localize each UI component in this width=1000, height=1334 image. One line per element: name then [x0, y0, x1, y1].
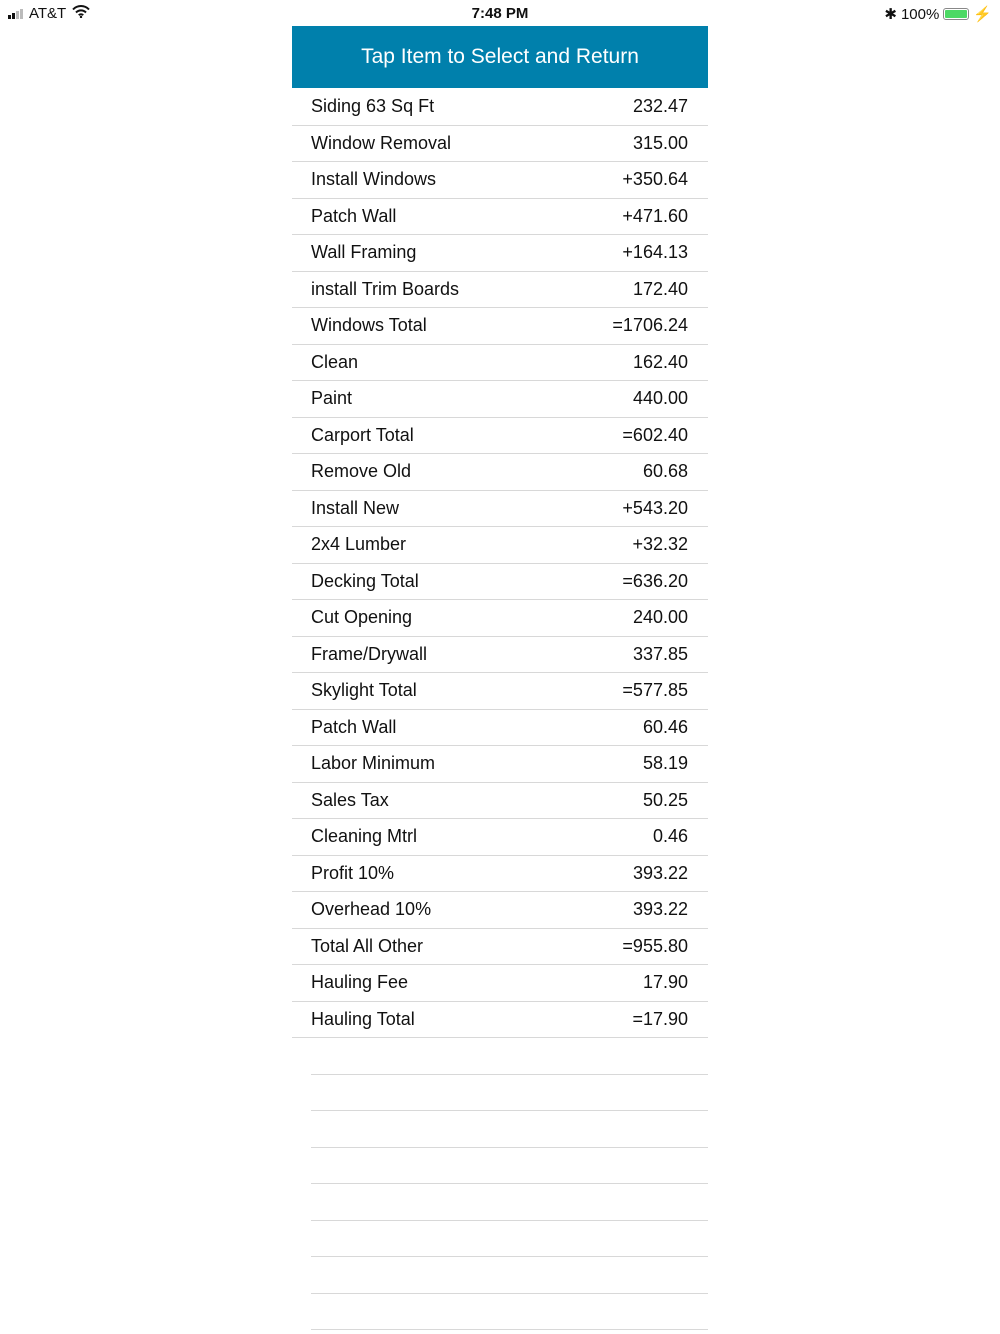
item-value: =955.80 [622, 935, 688, 956]
item-value: 50.25 [642, 789, 688, 810]
item-value: 393.22 [632, 899, 688, 920]
list-item[interactable] [292, 235, 708, 272]
empty-row [311, 1257, 708, 1294]
battery-icon [943, 8, 969, 20]
item-value: 240.00 [632, 607, 688, 628]
item-value: 232.47 [632, 96, 688, 117]
list-item[interactable] [292, 637, 708, 674]
item-value: 172.40 [632, 278, 688, 299]
item-value: +543.20 [622, 497, 688, 518]
item-label: Carport Total [311, 424, 414, 445]
item-label: Sales Tax [311, 789, 389, 810]
item-value: =602.40 [622, 424, 688, 445]
empty-row [311, 1111, 708, 1148]
item-label: Skylight Total [311, 680, 417, 701]
item-value: +164.13 [622, 242, 688, 263]
list-item[interactable] [292, 1002, 708, 1039]
item-label: Overhead 10% [311, 899, 432, 920]
item-label: Windows Total [311, 315, 427, 336]
item-label: Cut Opening [311, 607, 413, 628]
item-value: 393.22 [632, 862, 688, 883]
item-value: 17.90 [642, 972, 688, 993]
carrier: AT&T [29, 5, 67, 22]
item-value: =636.20 [622, 570, 688, 591]
list-item[interactable] [292, 418, 708, 455]
item-label: Siding 63 Sq Ft [311, 96, 435, 117]
item-label: install Trim Boards [311, 278, 460, 299]
item-label: Install Windows [311, 169, 437, 190]
list-item[interactable] [292, 564, 708, 601]
item-value: +32.32 [632, 534, 688, 555]
list-item[interactable] [292, 892, 708, 929]
page-title: Tap Item to Select and Return [292, 26, 708, 88]
item-label: Patch Wall [311, 716, 397, 737]
list-item[interactable] [292, 381, 708, 418]
list-item[interactable] [292, 308, 708, 345]
item-value: 162.40 [632, 351, 688, 372]
list-item[interactable] [292, 783, 708, 820]
item-label: Frame/Drywall [311, 643, 428, 664]
list-item[interactable] [292, 199, 708, 236]
item-label: Hauling Fee [311, 972, 409, 993]
list-item[interactable] [292, 710, 708, 747]
list-item[interactable] [292, 454, 708, 491]
charging-icon: ⚡ [973, 6, 992, 23]
bluetooth-icon: ✱ [884, 6, 897, 23]
list-item[interactable] [292, 491, 708, 528]
item-label: 2x4 Lumber [311, 534, 407, 555]
item-label: Cleaning Mtrl [311, 826, 418, 847]
empty-row [311, 1148, 708, 1185]
item-value: 315.00 [632, 132, 688, 153]
list-item[interactable] [292, 345, 708, 382]
list-item[interactable] [292, 600, 708, 637]
item-value: 0.46 [652, 826, 688, 847]
clock: 7:48 PM [471, 5, 529, 22]
item-label: Remove Old [311, 461, 412, 482]
item-label: Wall Framing [311, 242, 417, 263]
item-label: Window Removal [311, 132, 452, 153]
list-item[interactable] [292, 746, 708, 783]
list-item[interactable] [292, 929, 708, 966]
item-list [292, 89, 708, 1330]
item-value: 60.68 [642, 461, 688, 482]
item-label: Total All Other [311, 935, 424, 956]
item-label: Patch Wall [311, 205, 397, 226]
list-item[interactable] [292, 527, 708, 564]
list-item[interactable] [292, 965, 708, 1002]
item-label: Hauling Total [311, 1008, 415, 1029]
item-value: +471.60 [622, 205, 688, 226]
item-value: 337.85 [632, 643, 688, 664]
list-item[interactable] [292, 272, 708, 309]
empty-row [311, 1221, 708, 1258]
item-value: 60.46 [642, 716, 688, 737]
list-item[interactable] [292, 819, 708, 856]
item-value: =17.90 [632, 1008, 688, 1029]
item-value: 58.19 [642, 753, 688, 774]
item-label: Profit 10% [311, 862, 395, 883]
item-value: =1706.24 [612, 315, 688, 336]
status-bar [0, 0, 1000, 26]
item-label: Decking Total [311, 570, 419, 591]
item-label: Install New [311, 497, 400, 518]
list-item[interactable] [292, 89, 708, 126]
item-value: 440.00 [632, 388, 688, 409]
item-label: Clean [311, 351, 359, 372]
item-value: =577.85 [622, 680, 688, 701]
list-item[interactable] [292, 856, 708, 893]
list-item[interactable] [292, 162, 708, 199]
item-value: +350.64 [622, 169, 688, 190]
battery-percent: 100% [900, 5, 940, 23]
empty-row [311, 1038, 708, 1075]
empty-row [311, 1294, 708, 1331]
list-item[interactable] [292, 673, 708, 710]
item-label: Paint [311, 388, 353, 409]
empty-row [311, 1075, 708, 1112]
list-item[interactable] [292, 126, 708, 163]
empty-row [311, 1184, 708, 1221]
item-label: Labor Minimum [311, 753, 436, 774]
